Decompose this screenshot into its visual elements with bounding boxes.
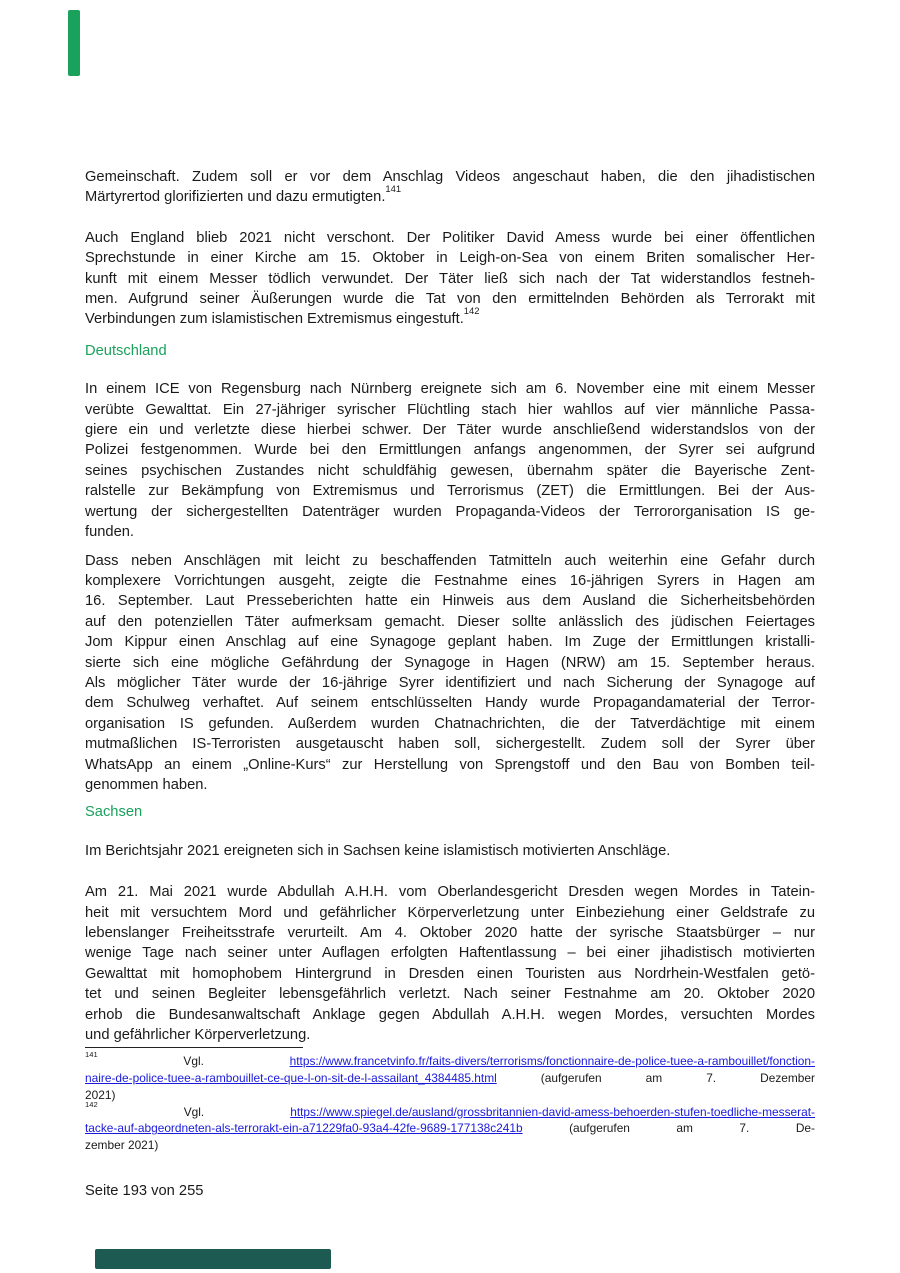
text-segment: Gemeinschaft. Zudem soll er vor dem Anschlag Videos angeschaut haben, die den jihadistischen bbox=[85, 169, 815, 185]
footnote-link[interactable]: https://www.spiegel.de/ausland/grossbritannien-david-amess-behoerden-stufen-toedliche-messerat- bbox=[290, 1104, 815, 1119]
paragraph-hagen-line bbox=[85, 571, 815, 591]
paragraph-hagen-line bbox=[85, 632, 815, 652]
text-segment: WhatsApp an einem „Online-Kurs“ zur Herstellung von Sprengstoff und den Bau von Bomben teil- bbox=[85, 756, 815, 773]
paragraph-hagen-line bbox=[85, 612, 815, 632]
paragraph-abdullah-line bbox=[85, 903, 815, 923]
footnote-link[interactable]: naire-de-police-tuee-a-rambouillet-ce-que-l-on-sit-de-l-assailant_4384485.html bbox=[85, 1071, 497, 1086]
text-segment: heit mit versuchtem Mord und gefährlicher Körperverletzung unter Einbeziehung einer Geldstrafe zu bbox=[85, 904, 815, 921]
footnote-142-line bbox=[85, 1100, 815, 1121]
text-segment: Jom Kippur einen Anschlag auf eine Synagoge geplant haben. Im Zuge der Ermittlungen kristalli- bbox=[85, 634, 815, 651]
text-segment: erhob die Bundesanwaltschaft Anklage gegen Abdullah A.H.H. wegen Mordes, versuchten Mordes bbox=[85, 1006, 815, 1023]
text-segment: ralstelle zur Bekämpfung von Extremismus und Terrorismus (ZET) die Ermittlungen. Bei der Aus- bbox=[85, 483, 815, 500]
paragraph-berichtsjahr-line bbox=[85, 841, 815, 861]
text-segment: Märtyrertod glorifizierten und dazu ermutigten. bbox=[85, 189, 386, 206]
footnote-142-line bbox=[85, 1137, 815, 1154]
paragraph-hagen-line bbox=[85, 673, 815, 693]
paragraph-abdullah-line bbox=[85, 943, 815, 963]
footer-bar bbox=[95, 1249, 331, 1269]
paragraph-ice-regensburg-line bbox=[85, 420, 815, 440]
paragraph-hagen bbox=[85, 551, 815, 796]
paragraph-ice-regensburg-line bbox=[85, 379, 815, 399]
paragraph-england-line bbox=[85, 269, 815, 289]
text-segment: und gefährlicher Körperverletzung. bbox=[85, 1027, 311, 1044]
paragraph-england-line bbox=[85, 248, 815, 268]
text-segment: Am 21. Mai 2021 wurde Abdullah A.H.H. vom Oberlandesgericht Dresden wegen Mordes in Tatein- bbox=[85, 884, 815, 901]
footnote-link[interactable]: tacke-auf-abgeordneten-als-terrorakt-ein-a71229fa0-93a4-42fe-9689-177138c241b bbox=[85, 1121, 523, 1136]
paragraph-gemeinschaft bbox=[85, 167, 815, 208]
paragraph-abdullah-line bbox=[85, 1025, 815, 1045]
text-segment: Als möglicher Täter wurde der 16-jährige Syrer identifiziert und nach Sicherung der Synagoge auf bbox=[85, 674, 815, 691]
text-segment: Polizei festgenommen. Wurde bei den Ermittlungen anfangs angenommen, der Syrer sei aufgrund bbox=[85, 442, 815, 459]
text-segment: 2021) bbox=[85, 1087, 116, 1102]
text-segment: organisation IS gefunden. Außerdem wurden Chatnachrichten, die der Tatverdächtige mit einem bbox=[85, 715, 815, 732]
paragraph-ice-regensburg-line bbox=[85, 502, 815, 522]
footnote-ref: 141 bbox=[85, 1050, 98, 1060]
text-segment: (aufgerufen am 7. De- bbox=[522, 1121, 815, 1136]
paragraph-hagen-line bbox=[85, 551, 815, 571]
footnote-link[interactable]: https://www.francetvinfo.fr/faits-divers/terrorisms/fonctionnaire-de-police-tuee-a-rambouillet/fonction- bbox=[289, 1054, 815, 1069]
text-segment: genommen haben. bbox=[85, 776, 208, 793]
text-segment: tet und seinen Begleiter lebensgefährlich verletzt. Nach seiner Festnahme am 20. Oktober 2020 bbox=[85, 986, 815, 1003]
text-segment: mutmaßlichen IS-Terroristen ausgetauscht haben soll, sichergestellt. Zudem soll der Syrer über bbox=[85, 736, 815, 753]
footnote-141-line bbox=[85, 1070, 815, 1087]
paragraph-ice-regensburg bbox=[85, 379, 815, 542]
text-segment: Vgl. bbox=[97, 1054, 290, 1069]
paragraph-abdullah-line bbox=[85, 984, 815, 1004]
text-segment: lebenslanger Freiheitsstrafe verurteilt. Am 4. Oktober 2020 hatte der syrische Staatsbürger – nur bbox=[85, 925, 815, 941]
text-segment: men. Aufgrund seiner Äußerungen wurde die Tat von den ermittelnden Behörden als Terrorakt mit bbox=[85, 291, 815, 308]
text-segment: zember 2021) bbox=[85, 1137, 159, 1152]
paragraph-hagen-line bbox=[85, 693, 815, 713]
footnote-141 bbox=[85, 1050, 815, 1103]
text-segment: Dass neben Anschlägen mit leicht zu beschaffenden Tatmitteln auch weiterhin eine Gefahr durch bbox=[85, 552, 815, 569]
paragraph-hagen-line bbox=[85, 755, 815, 775]
text-segment: Sprechstunde in einer Kirche am 15. Oktober in Leigh-on-Sea von einem Briten somalischer Her- bbox=[85, 250, 815, 267]
heading-sachsen: Sachsen bbox=[85, 804, 143, 821]
text-segment: dem Schulweg verhaftet. Auf seinem entschlüsselten Handy wurde Propagandamaterial der Terror- bbox=[85, 695, 815, 712]
text-segment: Vgl. bbox=[97, 1104, 291, 1119]
paragraph-ice-regensburg-line bbox=[85, 522, 815, 542]
paragraph-gemeinschaft-line bbox=[85, 182, 815, 207]
paragraph-abdullah bbox=[85, 882, 815, 1045]
heading-deutschland: Deutschland bbox=[85, 342, 167, 359]
page-number: Seite 193 von 255 bbox=[85, 1183, 204, 1199]
paragraph-england bbox=[85, 228, 815, 330]
text-segment: Gewalttat mit homophobem Hintergrund in Dresden einen Touristen aus Nordrhein-Westfalen getö- bbox=[85, 965, 815, 982]
paragraph-ice-regensburg-line bbox=[85, 400, 815, 420]
text-segment: Verbindungen zum islamistischen Extremismus eingestuft. bbox=[85, 311, 464, 328]
footnote-rule bbox=[85, 1047, 303, 1048]
text-segment: verübte Gewalttat. Ein 27-jähriger syrischer Flüchtling stach hier wahllos auf vier männliche Passa- bbox=[85, 401, 815, 418]
footnote-142-line bbox=[85, 1120, 815, 1137]
paragraph-hagen-line bbox=[85, 653, 815, 673]
text-segment: kunft mit einem Messer tödlich verwundet. Der Täter ließ sich nach der Tat widerstandlos festneh- bbox=[85, 270, 815, 287]
chapter-tab-bar bbox=[68, 10, 80, 76]
text-segment: Auch England blieb 2021 nicht verschont. Der Politiker David Amess wurde bei einer öffentlichen bbox=[85, 229, 815, 246]
paragraph-abdullah-line bbox=[85, 1005, 815, 1025]
text-segment: auf den potenziellen Täter aufmerksam gemacht. Dieser sollte anlässlich des jüdischen Feiertages bbox=[85, 613, 815, 630]
text-segment: (aufgerufen am 7. Dezember bbox=[496, 1071, 815, 1086]
paragraph-hagen-line bbox=[85, 714, 815, 734]
paragraph-hagen-line bbox=[85, 734, 815, 754]
text-segment: komplexere Vorrichtungen ausgeht, zeigte die Festnahme eines 16-jährigen Syrers in Hagen am bbox=[85, 572, 815, 589]
text-segment: Im Berichtsjahr 2021 ereigneten sich in Sachsen keine islamistisch motivierten Anschläge. bbox=[85, 842, 671, 859]
text-segment: sierte sich eine mögliche Gefährdung der Synagoge in Hagen (NRW) am 15. September heraus. bbox=[85, 654, 815, 671]
footnote-141-line bbox=[85, 1050, 815, 1070]
footnote-ref: 142 bbox=[463, 304, 480, 316]
paragraph-gemeinschaft-line bbox=[85, 167, 815, 187]
paragraph-abdullah-line bbox=[85, 882, 815, 902]
footnote-ref: 142 bbox=[85, 1100, 98, 1110]
paragraph-abdullah-line bbox=[85, 964, 815, 984]
footnote-ref: 141 bbox=[385, 182, 402, 194]
page-content bbox=[85, 0, 815, 1154]
paragraph-hagen-line bbox=[85, 591, 815, 611]
paragraph-england-line bbox=[85, 304, 815, 329]
text-segment: 16. September. Laut Presseberichten hatte ein Hinweis aus dem Ausland die Sicherheitsbehörden bbox=[85, 593, 815, 610]
text-segment: In einem ICE von Regensburg nach Nürnberg ereignete sich am 6. November eine mit einem Messer bbox=[85, 381, 815, 398]
text-segment: wertung der sichergestellten Datenträger wurden Propaganda-Videos der Terrororganisation IS ge- bbox=[85, 503, 815, 520]
text-segment: funden. bbox=[85, 524, 135, 541]
text-segment: seines psychischen Zustandes nicht schuldfähig gewesen, übernahm später die Bayerische Zent- bbox=[85, 462, 815, 479]
footnote-141-line bbox=[85, 1087, 815, 1104]
paragraph-england-line bbox=[85, 228, 815, 248]
text-segment: wenige Tage nach seiner unter Auflagen erfolgten Haftentlassung – bei einer jihadistisch motivierten bbox=[85, 945, 815, 962]
paragraph-england-line bbox=[85, 289, 815, 309]
footnote-142 bbox=[85, 1100, 815, 1154]
paragraph-ice-regensburg-line bbox=[85, 481, 815, 501]
paragraph-ice-regensburg-line bbox=[85, 461, 815, 481]
text-segment: giere ein und verletzte diese hierbei schwer. Der Täter wurde anschließend widerstandslos von der bbox=[85, 422, 815, 439]
paragraph-berichtsjahr bbox=[85, 841, 815, 861]
paragraph-hagen-line bbox=[85, 775, 815, 795]
paragraph-ice-regensburg-line bbox=[85, 440, 815, 460]
paragraph-abdullah-line bbox=[85, 923, 815, 943]
